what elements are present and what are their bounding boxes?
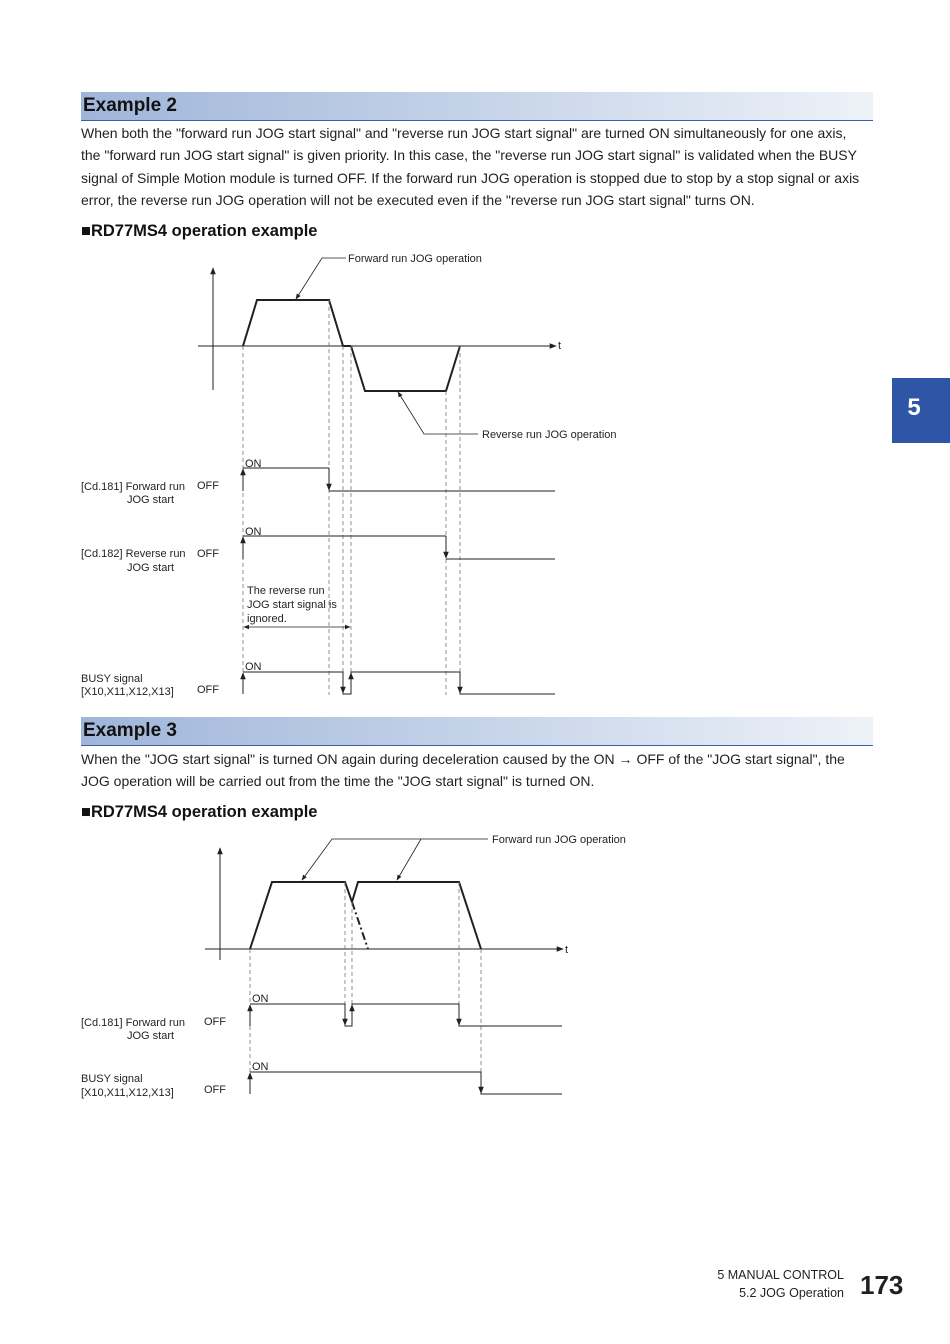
ex2-guides [243,300,460,695]
ex3-cd181-on: ON [252,993,269,1005]
ex3-cd181-off: OFF [204,1016,226,1028]
ex2-reverse-label: Reverse run JOG operation [482,429,617,441]
ex2-cd182-label: [Cd.182] Reverse run [81,548,186,560]
footer-section: 5.2 JOG Operation [739,1286,844,1300]
example2-line: the "forward run JOG start signal" is given priority. In this case, the "reverse run JOG start signal" is validated when the BUSY [81,147,857,164]
ex3-cd181-label-2: JOG start [127,1030,175,1042]
chapter-tab-number: 5 [907,394,921,421]
ex2-cd181-label: [Cd.181] Forward run [81,481,185,493]
ex2-busy-off: OFF [197,684,219,696]
ex2-ignored-note-2: JOG start signal is [247,599,337,611]
ex2-busy-label-2: [X10,X11,X12,X13] [81,686,174,698]
ex3-busy-waveform [250,1072,562,1094]
ex2-reverse-leader [398,392,478,434]
example2-line: signal of Simple Motion module is turned OFF. If the forward run JOG operation is stopped due to stop by a stop signal or axis [81,169,860,186]
ex2-cd182-on: ON [245,526,262,538]
ex3-guides [250,882,481,1095]
ex3-forward-leader [302,839,488,880]
ex2-t-label: t [558,340,562,352]
ex3-forward-leader-2 [397,839,421,880]
ex3-cd181-waveform [250,1004,562,1026]
ex3-busy-label-2: [X10,X11,X12,X13] [81,1087,174,1099]
ex3-first-profile [250,882,352,949]
example2-diagram [81,253,617,698]
ex2-cd181-off: OFF [197,480,219,492]
ex2-forward-leader [296,258,346,299]
ex2-cd181-label-2: JOG start [127,494,175,506]
ex2-ignored-note: The reverse run [247,585,325,597]
example3-subheading: ■RD77MS4 operation example [81,803,318,821]
ex3-decel-continuation [352,902,368,949]
ex2-reverse-profile [351,346,460,391]
ex2-cd182-off: OFF [197,548,219,560]
chapter-tab[interactable] [892,378,950,443]
ex2-busy-on: ON [245,661,262,673]
footer-chapter: 5 MANUAL CONTROL [717,1268,844,1282]
ex2-cd181-on: ON [245,458,262,470]
example3-diagram [81,834,626,1099]
ex2-busy-waveform [243,672,555,694]
page-number: 173 [860,1270,904,1300]
example2-subheading: ■RD77MS4 operation example [81,222,318,240]
example2-title: Example 2 [83,95,177,116]
ex2-busy-label: BUSY signal [81,673,143,685]
ex3-busy-label: BUSY signal [81,1073,143,1085]
example2-line: error, the reverse run JOG operation will not be executed even if the "reverse run JOG start signal" turns ON. [81,191,755,208]
example2-line: When both the "forward run JOG start signal" and "reverse run JOG start signal" are turned ON simultaneously for one axis, [81,125,847,141]
ex3-busy-on: ON [252,1061,269,1073]
example3-line: JOG operation will be carried out from the time the "JOG start signal" is turned ON. [81,773,595,790]
ex3-second-profile [352,882,481,949]
ex3-busy-off: OFF [204,1084,226,1096]
ex2-forward-label: Forward run JOG operation [348,253,482,265]
ex3-t-label: t [565,944,569,956]
ex2-cd182-label-2: JOG start [127,562,175,574]
example3-title: Example 3 [83,720,177,741]
ex2-ignored-note-3: ignored. [247,613,287,625]
example3-line: When the "JOG start signal" is turned ON again during deceleration caused by the ON → OFF of the "JOG start signal", the [81,751,845,767]
ex3-cd181-label: [Cd.181] Forward run [81,1017,185,1029]
ex3-forward-label: Forward run JOG operation [492,834,626,846]
ex2-forward-profile [243,300,351,346]
